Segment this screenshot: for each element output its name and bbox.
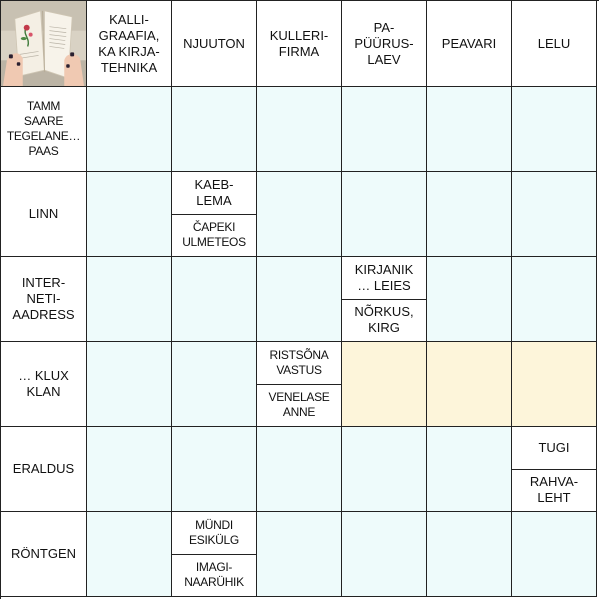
clue-text: RISTSÕNA VASTUS (269, 347, 329, 377)
clue-cell-r6c2 (172, 512, 257, 597)
grid-cell-r1c6[interactable] (512, 87, 597, 172)
grid-cell-r6c1[interactable] (87, 512, 172, 597)
grid-cell-r5c2[interactable] (172, 427, 257, 512)
grid-cell-r4c6[interactable] (512, 342, 597, 427)
grid-cell-r6c6[interactable] (512, 512, 597, 597)
row-header-4: … KLUX KLAN (1, 342, 87, 427)
clue-text: ČAPEKI ULMETEOS (172, 214, 256, 257)
grid-cell-r2c1[interactable] (87, 172, 172, 257)
grid-cell-r6c5[interactable] (427, 512, 512, 597)
grid-cell-r6c3[interactable] (257, 512, 342, 597)
row-header-6: RÖNTGEN (1, 512, 87, 597)
grid-cell-r4c4[interactable] (342, 342, 427, 427)
column-header-5: PEAVARI (427, 1, 512, 87)
clue-text: KIRJANIK … LEIES (354, 261, 414, 293)
clue-text: KAEB- LEMA (194, 176, 234, 208)
clue-cell-r3c4 (342, 257, 427, 342)
clue-text: IMAGI- NAARÜHIK (172, 554, 256, 597)
grid-cell-r2c4[interactable] (342, 172, 427, 257)
row-header-3: INTER- NETI- AADRESS (1, 257, 87, 342)
column-header-1: KALLI- GRAAFIA, KA KIRJA- TEHNIKA (87, 1, 172, 87)
column-header-3: KULLERI- FIRMA (257, 1, 342, 87)
grid-cell-r4c2[interactable] (172, 342, 257, 427)
grid-cell-r5c4[interactable] (342, 427, 427, 512)
grid-cell-r4c5[interactable] (427, 342, 512, 427)
grid-cell-r3c5[interactable] (427, 257, 512, 342)
clue-text: NÕRKUS, KIRG (342, 299, 426, 342)
clue-text: VENELASE ANNE (257, 384, 341, 427)
row-header-1: TAMM SAARE TEGELANE… PAAS (1, 87, 87, 172)
row-header-2: LINN (1, 172, 87, 257)
grid-cell-r4c1[interactable] (87, 342, 172, 427)
column-header-6: LELU (512, 1, 597, 87)
grid-cell-r1c5[interactable] (427, 87, 512, 172)
grid-cell-r1c3[interactable] (257, 87, 342, 172)
grid-cell-r2c3[interactable] (257, 172, 342, 257)
clue-text: MÜNDI ESIKÜLG (189, 517, 239, 547)
grid-cell-r1c1[interactable] (87, 87, 172, 172)
grid-cell-r3c6[interactable] (512, 257, 597, 342)
grid-cell-r3c1[interactable] (87, 257, 172, 342)
grid-cell-r1c2[interactable] (172, 87, 257, 172)
clue-cell-r4c3 (257, 342, 342, 427)
grid-cell-r5c1[interactable] (87, 427, 172, 512)
column-header-2: NJUUTON (172, 1, 257, 87)
grid-cell-r5c5[interactable] (427, 427, 512, 512)
grid-cell-r5c3[interactable] (257, 427, 342, 512)
grid-cell-r3c3[interactable] (257, 257, 342, 342)
grid-cell-r1c4[interactable] (342, 87, 427, 172)
row-header-5: ERALDUS (1, 427, 87, 512)
grid-cell-r3c2[interactable] (172, 257, 257, 342)
clue-text: RAHVA- LEHT (512, 469, 596, 512)
grid-cell-r2c5[interactable] (427, 172, 512, 257)
clue-cell-r5c6 (512, 427, 597, 512)
clue-cell-r2c2 (172, 172, 257, 257)
grid-cell-r2c6[interactable] (512, 172, 597, 257)
grid-cell-r6c4[interactable] (342, 512, 427, 597)
column-header-4: PA- PÜÜRUS- LAEV (342, 1, 427, 87)
book-photo-icon (1, 1, 87, 87)
clue-text: TUGI (538, 439, 570, 455)
